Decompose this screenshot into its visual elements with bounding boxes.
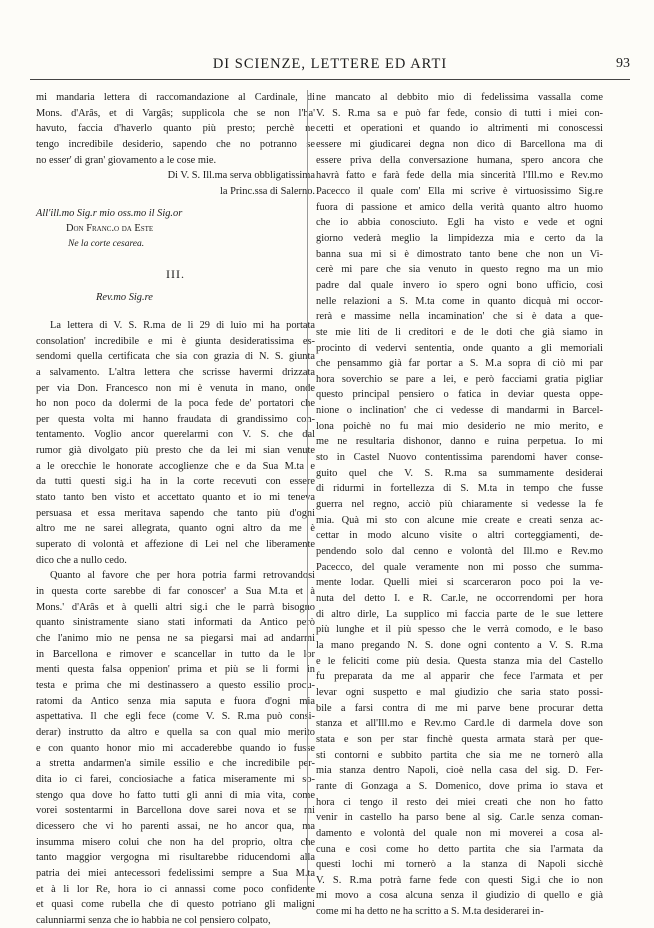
text-line: a stretta andarmen'a simile essilio e che incredibile per- xyxy=(36,758,315,770)
text-line: derar) instrutto da altro e quella sa con qual mio merito xyxy=(36,726,315,738)
text-line: et à li lor Re, hora io ci annassi come poco confidente xyxy=(36,883,315,895)
text-line: havrà fatto e farà fede della mia sincerità l'Ill.mo e Rev.mo xyxy=(316,170,603,182)
text-line: la Princ.ssa di Salerno. xyxy=(220,185,315,197)
text-line: cuna e così come ho detto partita che sia l'armata da xyxy=(316,843,603,855)
text-line: cetti et operationi et quando io altrimenti mi conoscessi xyxy=(316,123,603,135)
text-line: hora ci tengo il resto dei miei creati che non ho fatto xyxy=(316,796,603,808)
salutation: Rev.mo Sig.re xyxy=(96,292,153,304)
text-line: aspettativa. Il che egli fece (come V. S. R.ma può consi- xyxy=(36,711,315,723)
text-line: in questa corte sarebbe di far conoscer' a Sua M.ta et à xyxy=(36,586,315,598)
text-line: la mano pregando N. S. done ogni contento a V. S. R.ma xyxy=(316,639,603,651)
text-line: rante di Gonzaga a S. Domenico, dove prima io stava et xyxy=(316,780,603,792)
text-line: pendendo solo dal cenno e volontà del Ill.mo e Rev.mo xyxy=(316,546,603,558)
text-line: da tutti questi sig.i ha in la corte recevuti con essere xyxy=(36,476,315,488)
text-line: calunniarmi senza che io habbia ne col pensiero colpato, xyxy=(36,914,271,926)
text-line: V. S. R.ma potrà farne fede con questi Sig.i che io non xyxy=(316,874,603,886)
text-line: Mons. d'Arâs, et di Vargâs; supplicola che se non l'ha' xyxy=(36,107,315,119)
text-line: stengo qua dove ho fatto tutti gli anni di mia vita, come xyxy=(36,789,315,801)
text-line: stanza et all'Ill.mo e Rev.mo Card.le di darmela dove son xyxy=(316,718,603,730)
text-line: per questa volta mi hanno fraudata di grandissimo con- xyxy=(36,413,315,425)
text-line: per via Don. Francesco non mi è venuta in mano, onde xyxy=(36,382,315,394)
text-line: mente lodar. Quelli miei si scarceraron poco poi la ve- xyxy=(316,577,603,589)
text-line: di altro dirle, La supplico mi faccia parte de le sue lettere xyxy=(316,608,603,620)
text-line: banna sua mi si è dimostrato tanto bene che non un Vi- xyxy=(316,248,603,260)
text-line: fu preparata da me al apparir che fece l'armata et per xyxy=(316,671,603,683)
text-line: sti contorni e subbito partita che sia me ne tornerò alla xyxy=(316,749,603,761)
text-line: La lettera di V. S. R.ma de li 29 di luio mi ha portata xyxy=(50,319,315,331)
text-line: tanto maggior vergogna mi risultarebbe riducendomi alla xyxy=(36,852,315,864)
text-line: cerè mi pare che sia venuto in questo regno ma un mio xyxy=(316,264,603,276)
address-line-1: All'ill.mo Sig.r mio oss.mo il Sig.or xyxy=(36,207,183,219)
text-line: più lunghe et il più spesso che le verrà comodo, e le baso xyxy=(316,624,603,636)
text-line: Pacecco, del quale veramente non mi posso che summa- xyxy=(316,561,603,573)
letter-ending-paragraph xyxy=(36,90,315,168)
text-line: Quanto al favore che per hora potria farmi retrovandosi xyxy=(50,570,315,582)
text-line: levar ogni suspetto e mal giudizio che saria stato possi- xyxy=(316,686,603,698)
text-line: V. S. R.ma sa e può far fede, consio di tutti i miei con- xyxy=(316,107,603,119)
text-line: altro me ne sarei allegrata, quanto ogni altro da me è xyxy=(36,523,315,535)
text-line: guito quel che V. S. R.ma sa summamente desiderai xyxy=(316,467,603,479)
text-line: et quasi come rubella che di questo potriano gli maligni xyxy=(36,899,315,911)
text-line: Mons.' d'Arâs et à quelli altri sig.i che le parrà bisogno xyxy=(36,601,315,613)
text-line: ste mie liti de li creditori e de le doti che già siamo in xyxy=(316,326,603,338)
text-line: lona poichè no fu mai mio desiderio ne mio merito, e xyxy=(316,420,603,432)
text-line: essere priva della conversazione humana, spero ancora che xyxy=(316,154,603,166)
text-line: fuora di passione et amico della verità quanto altro huomo xyxy=(316,201,603,213)
header-rule xyxy=(30,79,630,80)
text-line: questi lochi mi tornerò a la stanza di Napoli sicchè xyxy=(316,859,603,871)
address-line-3: Ne la corte cesarea. xyxy=(68,238,145,249)
text-line: quanto sinistramente siano stati informati da Antico però xyxy=(36,617,315,629)
running-head: DI SCIENZE, LETTERE ED ARTI xyxy=(212,56,448,72)
address-line-2: Don Franc.o da Este xyxy=(66,223,154,235)
text-line: essere mi giudicarei degna non dico di Barcellona ma di xyxy=(316,138,603,150)
text-line: mia stanza dentro Napoli, cioè nella casa del sig. D. Fer- xyxy=(316,765,603,777)
text-line: mia. Quà mi sto con alcune mie create e creati senza ac- xyxy=(316,514,603,526)
text-line: che io abbia conosciuto. Egli ha visto e vede et ogni xyxy=(316,217,603,229)
text-line: nelle relazioni a S. M.ta come in quanto dicquà mi occor- xyxy=(316,295,603,307)
text-line: cettar in modo alcuno visite o altri corteggiamenti, de- xyxy=(316,530,603,542)
text-line: nione o inclination' che ci vedesse di mandarmi in Barcel- xyxy=(316,405,603,417)
text-line: giorno vederà meglio la limpidezza mia e certo da la xyxy=(316,232,603,244)
text-line: Di V. S. Ill.ma serva obbligatissima xyxy=(167,170,315,182)
text-line: patria dei miei antecessori fedelissimi sempre a Sua M.ta xyxy=(36,867,315,879)
text-line: superato di volontà et affezione di Lei nel che liberamente xyxy=(36,539,315,551)
text-line: ne mancato al debbito mio di fedelissima vassalla come xyxy=(316,92,603,103)
text-line: mi movo a cosa alcuna senza il giudizio di quello e già xyxy=(316,890,603,902)
text-line: e le feliciti come più desia. Questa stanza mia del Castello xyxy=(316,655,603,667)
text-line: dita io ci farei, conciosiache a fatica miseramente mi so- xyxy=(36,773,315,785)
text-line: a salvamento. L'altra lettera che scrisse havermi drizzata xyxy=(36,366,315,378)
text-line: che l'animo mio ne pensa ne sa piegarsi mai ad andarmi xyxy=(36,633,315,644)
text-line: tengo incredibile desiderio, sapendo che no potranno se xyxy=(36,138,315,150)
text-line: insumma misero colui che non ha del proprio, oltra che xyxy=(36,836,315,848)
letter-paragraph-1 xyxy=(36,318,315,569)
text-line: menti questa falsa oppenion' prima et più se li formi in xyxy=(36,664,315,676)
signature xyxy=(36,168,315,199)
text-line: che pensammo già far portar a S. M.a sopra di ciò mi par xyxy=(316,358,603,370)
left-column xyxy=(36,90,315,928)
text-line: dicessero che vi ho parenti assai, ne ho ancor qua, ma xyxy=(36,820,315,832)
text-line: e con quanto honor mio mi accaderebbe quando io fusse xyxy=(36,742,315,754)
text-line: hora soverchio se pare a lei, e però facciami gratia pigliar xyxy=(316,373,603,385)
text-line: nuta del detto I. e R. Car.le, ne occorrendomi per hora xyxy=(316,593,603,604)
section-number: III. xyxy=(166,266,185,281)
text-line: persuasa et essa meritava sapendo che tanto più d'ogni xyxy=(36,507,315,519)
text-line: bile a farsi contra di me mi parve bene procurar detta xyxy=(316,702,603,714)
text-line: sendomi quella certificata che sia con grazia di N. S. giunta xyxy=(36,351,315,363)
text-line: guerra nel regno, acciò più chiaramente si vedesse la fe xyxy=(316,499,603,511)
text-line: rumor già divolgato più presto che da lei mi sian venute xyxy=(36,445,315,457)
right-column xyxy=(316,90,603,920)
text-line: havuto, faccia d'haverlo quanto più presto; perchè ne xyxy=(36,123,315,135)
text-line: vorei sostentarmi in Barcellona dove sarei nova et se mi xyxy=(36,805,315,817)
text-line: me ne resultaria dishonor, danno e ruina perpetua. Io mi xyxy=(316,436,603,448)
text-line: sto in Castel Nuovo contentissima parendomi haver conse- xyxy=(316,452,603,464)
text-line: ratomi da Antico senza mia saputa e fuora d'ogni mia xyxy=(36,695,315,707)
address-block xyxy=(36,206,315,253)
text-line: consolation' incredibile e mi è giunta desideratissima es- xyxy=(36,335,315,347)
text-line: stato tanto ben visto et accettato quanto et io mi teneva xyxy=(36,492,315,504)
text-line: mi mandaria lettera di raccomandazione al Cardinale, di xyxy=(36,92,315,103)
text-line: damento e volontà del quale non mi moverei a cosa al- xyxy=(316,827,603,839)
text-line: venir in castello ha parso bene al sig. Car.le senza coman- xyxy=(316,812,603,824)
text-line: rerà e massime nella incamination' che si è data a que- xyxy=(316,311,603,323)
text-line: questo principal pensiero o fatica in deviar questa oppe- xyxy=(316,389,603,401)
text-line: in Barcellona e rimover e scancellar in tutto da le lor xyxy=(36,648,315,660)
text-line: padre dal quale invero io spero ogni bono ufficio, così xyxy=(316,279,603,291)
column-divider xyxy=(307,90,308,890)
text-line: stata e son per star finchè questa armata starà per que- xyxy=(316,733,603,745)
text-line: a le orecchie le honorate accoglienze che e da Sua M.ta e xyxy=(36,460,315,472)
text-line: Pacecco il quale com' Ella mi scrive è virtuosissimo Sig.re xyxy=(316,185,603,197)
text-line: di ridurmi in fortellezza di S. M.ta in tempo che fusse xyxy=(316,483,603,495)
page-number: 93 xyxy=(616,56,630,71)
letter-paragraph-2 xyxy=(36,568,315,928)
text-line: come mi ha detto ne ha scritto a S. M.ta desiderarei in- xyxy=(316,906,544,918)
text-line: ho non poco da dolermi de la poca fede de' portatori che xyxy=(36,398,315,410)
text-line: procinto di vedervi sententia, onde quanto a gli memoriali xyxy=(316,342,603,354)
text-line: no esser' di gran' giovamento a le cose mie. xyxy=(36,154,217,166)
page-header xyxy=(30,56,630,78)
text-line: tentamento. Voglio ancor querelarmi con V. S. che dal xyxy=(36,429,315,441)
text-line: dico che a nullo cedo. xyxy=(36,554,127,566)
text-line: testa e prima che mi destinassero a questo essilio procu- xyxy=(36,679,315,691)
